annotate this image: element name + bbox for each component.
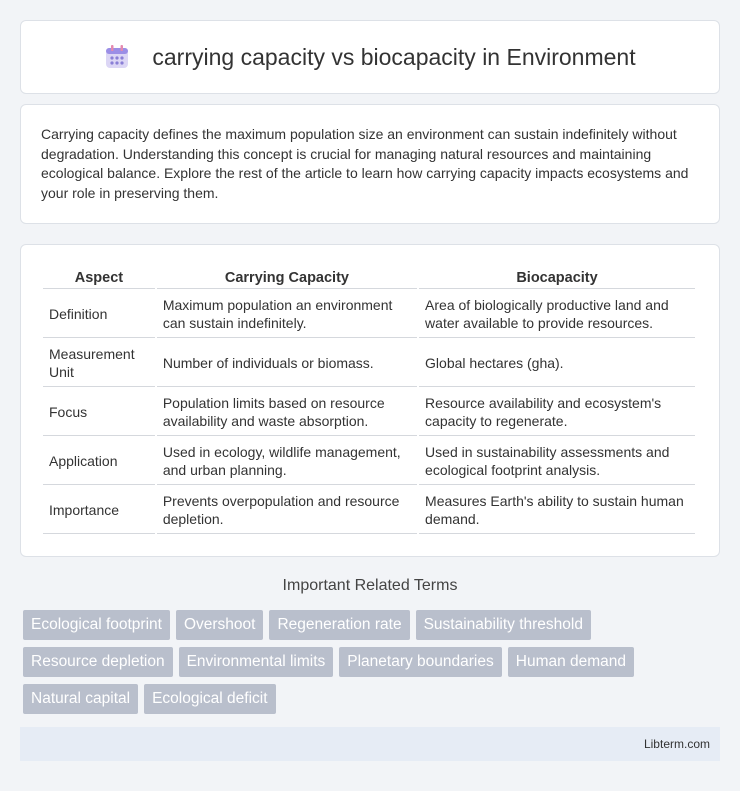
tag-sustainability-threshold[interactable]: Sustainability threshold bbox=[416, 610, 591, 640]
table-row bbox=[43, 291, 695, 338]
table-header-row bbox=[43, 267, 695, 289]
tag-overshoot[interactable]: Overshoot bbox=[176, 610, 264, 640]
comparison-table-card bbox=[20, 244, 720, 557]
table-row bbox=[43, 487, 695, 534]
tag-regeneration-rate[interactable]: Regeneration rate bbox=[269, 610, 409, 640]
table-row bbox=[43, 389, 695, 436]
tag-natural-capital[interactable]: Natural capital bbox=[23, 684, 138, 714]
row-aspect: Definition bbox=[43, 291, 155, 338]
tag-human-demand[interactable]: Human demand bbox=[508, 647, 634, 677]
footer bbox=[20, 727, 720, 761]
tag-ecological-footprint[interactable]: Ecological footprint bbox=[23, 610, 170, 640]
row-biocapacity: Resource availability and ecosystem's capacity to regenerate. bbox=[419, 389, 695, 436]
row-aspect: Focus bbox=[43, 389, 155, 436]
footer-link[interactable]: Libterm.com bbox=[643, 737, 710, 751]
row-biocapacity: Global hectares (gha). bbox=[419, 340, 695, 387]
tag-planetary-boundaries[interactable]: Planetary boundaries bbox=[339, 647, 502, 677]
calendar-icon bbox=[104, 44, 130, 70]
row-carrying-capacity: Number of individuals or biomass. bbox=[157, 340, 417, 387]
row-biocapacity: Area of biologically productive land and water available to provide resources. bbox=[419, 291, 695, 338]
comparison-table bbox=[41, 265, 697, 536]
tag-resource-depletion[interactable]: Resource depletion bbox=[23, 647, 173, 677]
tag-environmental-limits[interactable]: Environmental limits bbox=[179, 647, 334, 677]
tag-ecological-deficit[interactable]: Ecological deficit bbox=[144, 684, 275, 714]
row-carrying-capacity: Prevents overpopulation and resource depletion. bbox=[157, 487, 417, 534]
related-terms-section bbox=[20, 577, 720, 714]
related-terms-tags bbox=[20, 610, 720, 714]
row-biocapacity: Measures Earth's ability to sustain human demand. bbox=[419, 487, 695, 534]
intro-text: Carrying capacity defines the maximum population size an environment can sustain indefinitely without degradation. Understanding this concept is crucial for managing natural resources and maintaining ecological balance. Explore the rest of the article to learn how carrying capacity impacts ecosystems and your role in preserving them. bbox=[41, 126, 689, 201]
intro-card bbox=[20, 104, 720, 224]
row-biocapacity: Used in sustainability assessments and ecological footprint analysis. bbox=[419, 438, 695, 485]
table-row bbox=[43, 340, 695, 387]
row-aspect: Importance bbox=[43, 487, 155, 534]
row-carrying-capacity: Used in ecology, wildlife management, and urban planning. bbox=[157, 438, 417, 485]
row-carrying-capacity: Maximum population an environment can sustain indefinitely. bbox=[157, 291, 417, 338]
header-biocapacity: Biocapacity bbox=[419, 267, 695, 289]
header-carrying-capacity: Carrying Capacity bbox=[157, 267, 417, 289]
title-card bbox=[20, 20, 720, 94]
related-terms-title: Important Related Terms bbox=[282, 577, 458, 594]
row-carrying-capacity: Population limits based on resource availability and waste absorption. bbox=[157, 389, 417, 436]
header-aspect: Aspect bbox=[43, 267, 155, 289]
row-aspect: Measurement Unit bbox=[43, 340, 155, 387]
row-aspect: Application bbox=[43, 438, 155, 485]
page-title: carrying capacity vs biocapacity in Environment bbox=[152, 43, 636, 70]
table-row bbox=[43, 438, 695, 485]
